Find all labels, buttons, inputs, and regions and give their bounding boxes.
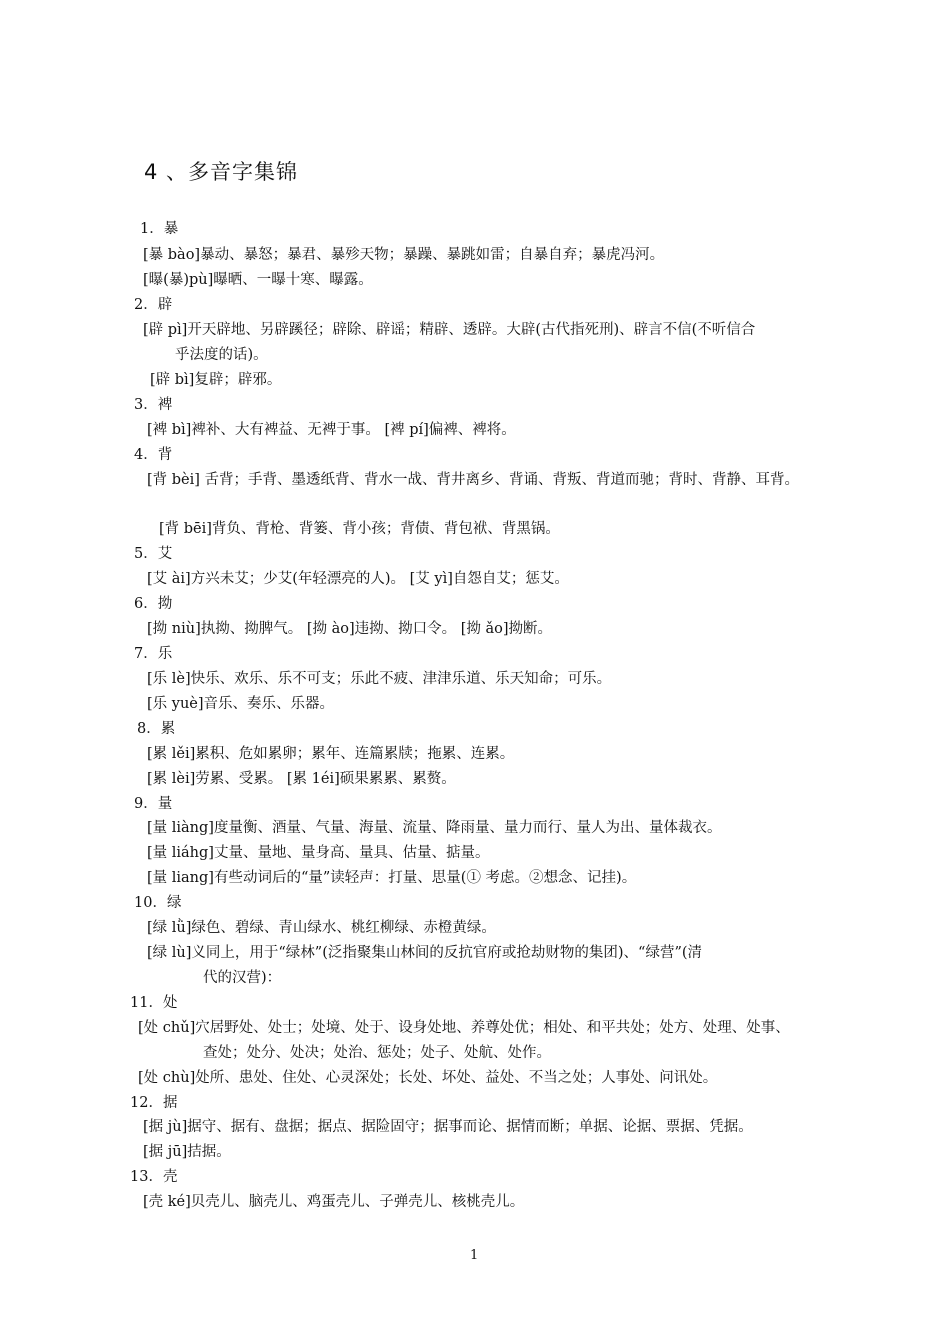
entry-line: [背 bèi] 舌背；手背、墨透纸背、背水一战、背井离乡、背诵、背叛、背道而驰；背时、背静、耳背。 xyxy=(147,472,800,488)
entry-heading: 8．累 xyxy=(137,721,176,737)
entry-line: [曝(暴)pù]曝晒、一曝十寒、曝露。 xyxy=(143,272,373,288)
entry-line: [处 chǔ]穴居野处、处士；处境、处于、设身处地、养尊处优；相处、和平共处；处方、处理、处事、 xyxy=(138,1020,790,1036)
entry-line: [乐 lè]快乐、欢乐、乐不可支；乐此不疲、津津乐道、乐天知命；可乐。 xyxy=(147,671,612,687)
entry-line-continuation: 乎法度的话)。 xyxy=(175,347,268,363)
entry-heading: 7．乐 xyxy=(134,646,173,662)
entry-line-continuation: 代的汉营)： xyxy=(203,970,282,986)
entry-heading: 5．艾 xyxy=(134,546,173,562)
entry-line: [绿 lǜ]绿色、碧绿、青山绿水、桃红柳绿、赤橙黄绿。 xyxy=(147,920,496,936)
entry-heading: 6．拗 xyxy=(134,596,173,612)
entry-heading: 9．量 xyxy=(134,796,173,812)
entry-heading: 1．暴 xyxy=(140,221,179,237)
entry-heading: 12．据 xyxy=(130,1095,178,1111)
entry-line: [辟 bì]复辟；辟邪。 xyxy=(150,372,282,388)
entry-line: [艾 ài]方兴未艾；少艾(年轻漂亮的人)。 [艾 yì]自怨自艾；惩艾。 xyxy=(147,571,569,587)
entry-line: [累 lěi]累积、危如累卵；累年、连篇累牍；拖累、连累。 xyxy=(147,746,515,762)
section-title: 4 、多音字集锦 xyxy=(144,160,299,184)
entry-line: [拗 niù]执拗、拗脾气。 [拗 ào]违拗、拗口令。 [拗 ǎo]拗断。 xyxy=(147,621,553,637)
entry-line: [量 liang]有些动词后的“量”读轻声：打量、思量(① 考虑。②想念、记挂)。 xyxy=(147,870,637,886)
entry-line: [裨 bì]裨补、大有裨益、无裨于事。 [裨 pí]偏裨、裨将。 xyxy=(147,422,516,438)
entry-line: [处 chù]处所、患处、住处、心灵深处；长处、坏处、益处、不当之处；人事处、问讯处。 xyxy=(138,1070,718,1086)
entry-heading: 10．绿 xyxy=(134,895,182,911)
entry-line: [绿 lù]义同上，用于“绿林”(泛指聚集山林间的反抗官府或抢劫财物的集团)、“绿营”(清 xyxy=(147,945,703,961)
entry-heading: 11．处 xyxy=(130,995,178,1011)
entry-heading: 2．辟 xyxy=(134,297,173,313)
entry-line: [辟 pì]开天辟地、另辟蹊径；辟除、辟谣；精辟、透辟。大辟(古代指死刑)、辟言不信(不听信合 xyxy=(143,322,756,338)
entry-line: [乐 yuè]音乐、奏乐、乐器。 xyxy=(147,696,335,712)
entry-line: [累 lèi]劳累、受累。 [累 1éi]硕果累累、累赘。 xyxy=(147,771,456,787)
entry-line-continuation: 查处；处分、处决；处治、惩处；处子、处航、处作。 xyxy=(203,1045,551,1061)
entry-heading: 4．背 xyxy=(134,447,173,463)
entry-line: [背 bēi]背负、背枪、背篓、背小孩；背债、背包袱、背黑锅。 xyxy=(159,521,560,537)
page-number: 1 xyxy=(470,1248,479,1263)
entry-heading: 13．壳 xyxy=(130,1169,178,1185)
entry-line: [量 liáhg]丈量、量地、量身高、量具、估量、掂量。 xyxy=(147,845,490,861)
entry-line: [据 jū]拮据。 xyxy=(143,1144,231,1160)
entry-line: [壳 ké]贝壳儿、脑壳儿、鸡蛋壳儿、子弹壳儿、核桃壳儿。 xyxy=(143,1194,525,1210)
entry-line: [量 liàng]度量衡、酒量、气量、海量、流量、降雨量、量力而行、量人为出、量体裁衣。 xyxy=(147,820,722,836)
entry-line: [暴 bào]暴动、暴怒；暴君、暴殄天物；暴躁、暴跳如雷；自暴自弃；暴虎冯河。 xyxy=(143,247,665,263)
entry-line: [据 jù]据守、据有、盘据；据点、据险固守；据事而论、据情而断；单据、论据、票据、凭据。 xyxy=(143,1119,753,1135)
entry-heading: 3．裨 xyxy=(134,397,173,413)
